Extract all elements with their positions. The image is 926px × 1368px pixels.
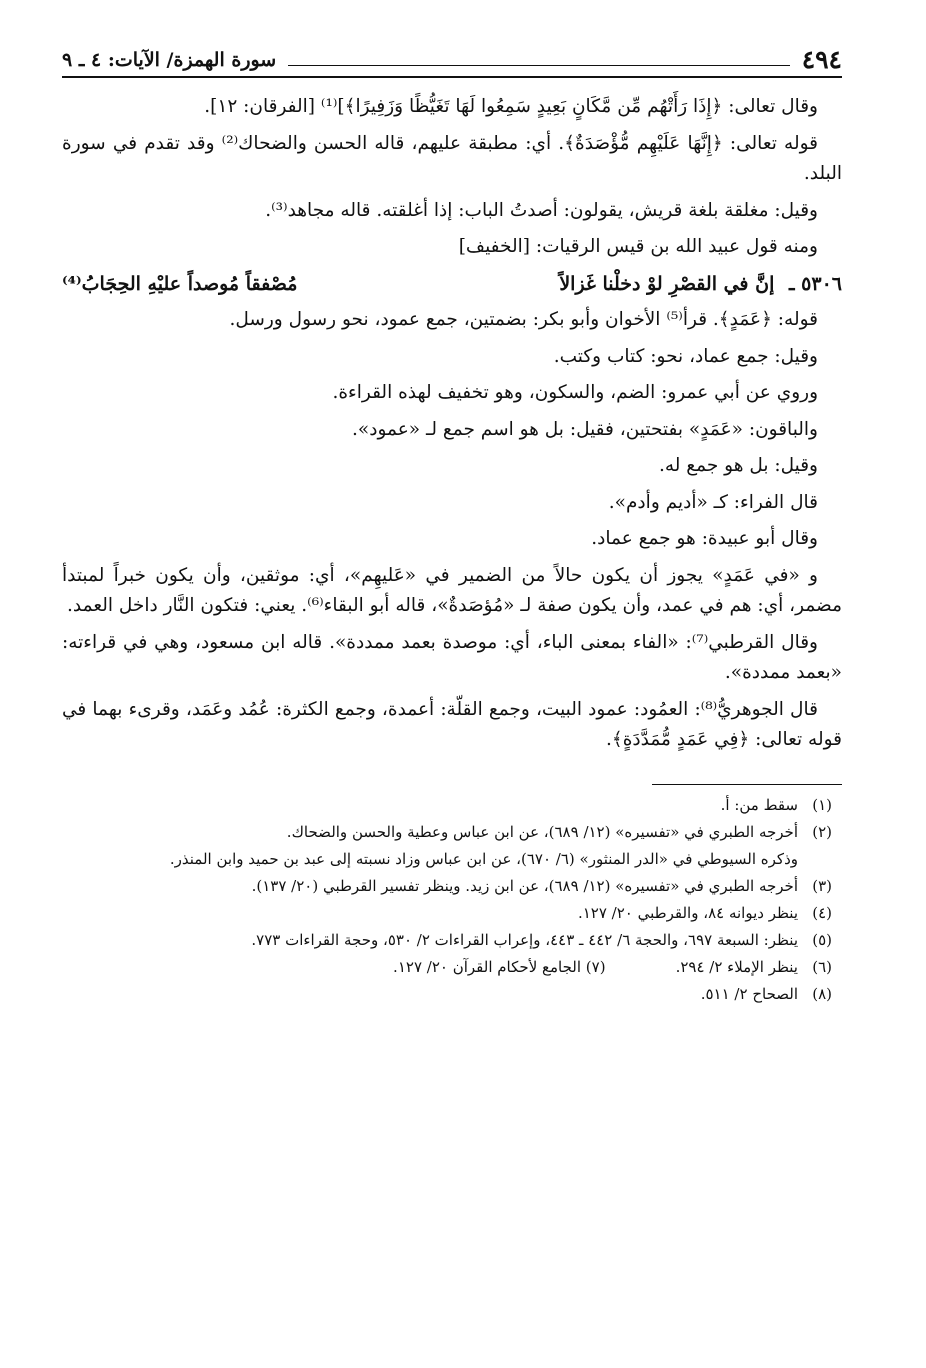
paragraph: وقال القرطبي⁽⁷⁾: «الفاء بمعنى الباء، أي: موصدة بعمد ممددة». قاله ابن مسعود، وهي في قراءته: «بعمد ممددة». <box>62 631 842 683</box>
paragraph: قال الجوهريُّ⁽⁸⁾: العمُود: عمود البيت، وجمع القلّة: أعمدة، وجمع الكثرة: عُمُد وعَمَد، وقرىء بهما في قوله تعالى: ﴿فِي عَمَدٍ مُّمَدَّدَةٍ﴾. <box>62 698 842 750</box>
footnote <box>62 982 842 1007</box>
verse-first-hemistich <box>559 269 842 300</box>
footnote-continuation: وذكره السيوطي في «الدر المنثور» (٦/ ٦٧٠)، عن ابن عباس وزاد نسبته إلى عبد بن حميد وابن المنذر. <box>169 849 798 868</box>
paragraph: قوله: ﴿عَمَدٍ﴾. قرأ⁽⁵⁾ الأخوان وأبو بكر: بضمتين، جمع عمود، نحو رسول ورسل. <box>229 309 818 330</box>
paragraph: قال الفراء: كـ «أديم وأدم». <box>608 491 818 513</box>
verse-second-hemistich: مُصْفقاً مُوصداً عليْهِ الحِجَابُ⁽⁴⁾ <box>62 272 298 295</box>
footnote <box>62 901 842 926</box>
page-header <box>62 28 842 78</box>
verse-number: ٥٣٠٦ ـ <box>788 272 842 295</box>
header-rule <box>288 65 789 66</box>
footnote-number: (٣) <box>812 876 832 895</box>
footnote-text <box>62 955 798 980</box>
paragraph: قوله تعالى: ﴿إِنَّهَا عَلَيْهِم مُّؤْصَدَةٌ﴾. أي: مطبقة عليهم، قاله الحسن والضحاك⁽²⁾ وقد تقدم في سورة البلد. <box>62 132 842 184</box>
footnote-text: ينظر ديوانه ٨٤، والقرطبي ٢٠/ ١٢٧. <box>577 903 798 922</box>
footnote-text-first: ينظر الإملاء ٢/ ٢٩٤. <box>675 957 798 976</box>
page-number: ٤٩٤ <box>801 45 842 74</box>
footnote <box>62 820 842 845</box>
footnote-text: أخرجه الطبري في «تفسيره» (١٢/ ٦٨٩)، عن ابن زيد. وينظر تفسير القرطبي (٢٠/ ١٣٧). <box>251 876 798 895</box>
footnote-text: أخرجه الطبري في «تفسيره» (١٢/ ٦٨٩)، عن ابن عباس وعطية والحسن والضحاك. <box>286 822 798 841</box>
footnote-number: (٢) <box>812 822 832 841</box>
footnote-number: (٦) <box>812 957 832 976</box>
footnote-text: الصحاح ٢/ ٥١١. <box>700 984 798 1003</box>
footnote-number: (٤) <box>812 903 832 922</box>
footnote-number: (١) <box>812 795 832 814</box>
paragraph: وقيل: جمع عماد، نحو: كتاب وكتب. <box>553 345 818 367</box>
footnote-number: (٥) <box>812 930 832 949</box>
paragraph: ومنه قول عبيد الله بن قيس الرقيات: [الخفيف] <box>458 236 818 257</box>
footnote-separator <box>652 784 842 785</box>
paragraph: وروي عن أبي عمرو: الضم، والسكون، وهو تخفيف لهذه القراءة. <box>332 382 818 403</box>
running-title: سورة الهمزة/ الآيات: ٤ ـ ٩ <box>62 49 277 71</box>
footnote-text-second: (٧) الجامع لأحكام القرآن ٢٠/ ١٢٧. <box>393 957 606 976</box>
poetry-verse <box>62 269 842 300</box>
footnote-number: (٨) <box>812 984 832 1003</box>
paragraph: والباقون: «عَمَدٍ» بفتحتين، فقيل: بل هو اسم جمع لـ «عمود». <box>352 418 818 440</box>
main-text <box>62 92 842 756</box>
paragraph: وقال تعالى: ﴿إِذَا رَأَتْهُم مِّن مَّكَانٍ بَعِيدٍ سَمِعُوا لَهَا تَغَيُّظًا وَزَفِيرًا﴾]⁽¹⁾ [الفرقان: ١٢]. <box>204 96 818 117</box>
footnote <box>62 793 842 818</box>
paragraph: وقال أبو عبيدة: هو جمع عماد. <box>591 528 818 549</box>
footnote-text: ينظر: السبعة ٦٩٧، والحجة ٦/ ٤٤٢ ـ ٤٤٣، وإعراب القراءات ٢/ ٥٣٠، وحجة القراءات ٧٧٣. <box>251 930 798 949</box>
paragraph: و «في عَمَدٍ» يجوز أن يكون حالاً من الضمير في «عَليهِم»، أي: موثقين، وأن يكون خبراً لمبتدأ مضمر، أي: هم في عمد، وأن يكون صفة لـ «مُؤصَدةٌ»، قاله أبو البقاء⁽⁶⁾. يعني: فتكون النَّار داخل العمد. <box>62 564 842 616</box>
verse-first-hemistich-text: إنَّ في القصْرِ لوْ دخلْنا غَزالاً <box>559 272 775 295</box>
footnote <box>62 955 842 980</box>
footnote <box>62 874 842 899</box>
book-page <box>62 28 842 1348</box>
footnote-text: سقط من: أ. <box>720 795 798 814</box>
paragraph: وقيل: بل هو جمع له. <box>658 455 818 476</box>
footnotes <box>62 793 842 1007</box>
paragraph: وقيل: مغلقة بلغة قريش، يقولون: أصدتُ الباب: إذا أغلقته. قاله مجاهد⁽³⁾. <box>265 199 818 221</box>
footnote <box>62 928 842 953</box>
